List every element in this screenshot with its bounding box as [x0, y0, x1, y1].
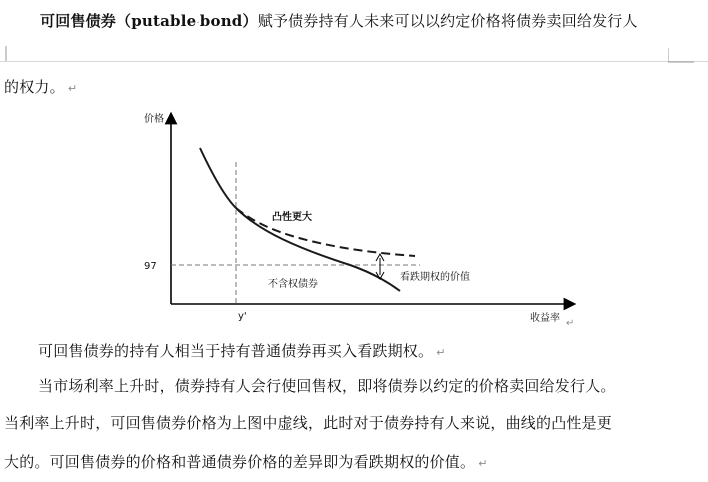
figure-return-mark: ↵: [566, 318, 575, 329]
paragraph-3-line-2: [4, 413, 612, 433]
x-axis-label: 收益率: [530, 313, 560, 324]
paragraph-2-text: 可回售债券的持有人相当于持有普通债券再买入看跌期权。: [38, 342, 434, 360]
label-straight-bond: 不含权债券: [268, 279, 318, 290]
paragraph-3-line-1-text: 当市场利率上升时，债券持有人会行使回售权，即将债券以约定的价格卖回给发行人。: [38, 377, 616, 395]
paragraph-1-line-2-text: 的权力。: [4, 78, 65, 96]
paragraph-3-line-3-text: 大的。可回售债券的价格和普通债券价格的差异即为看跌期权的价值。: [4, 453, 476, 471]
y-tick-97: 97: [144, 261, 157, 272]
label-put-value: 看跌期权的价值: [400, 272, 470, 283]
x-tick-y-prime: y': [238, 311, 247, 322]
term-putable-bond: 可回售债券: [40, 12, 117, 30]
paragraph-1-line-2: [4, 77, 77, 99]
term-english-2: bond: [199, 12, 243, 30]
paragraph-1-line-1-text: 赋予债券持有人未来可以以约定价格将债券卖回给发行人: [257, 12, 638, 30]
page-divider: [0, 61, 708, 62]
close-paren: ）: [242, 12, 258, 30]
paragraph-3-line-1: [38, 376, 616, 396]
term-english: putable: [131, 12, 197, 30]
margin-corner-right: [668, 46, 708, 68]
putable-bond-figure: [130, 104, 590, 330]
open-paren: （: [116, 12, 132, 30]
label-convexity: 凸性更大: [272, 212, 312, 223]
y-axis-label: 价格: [144, 114, 164, 125]
return-mark: ↵: [436, 346, 446, 359]
paragraph-2: [38, 341, 446, 363]
paragraph-3-line-2-text: 当利率上升时，可回售债券价格为上图中虚线，此时对于债券持有人来说，曲线的凸性是更: [4, 414, 613, 432]
return-mark: ↵: [478, 457, 488, 470]
paragraph-3-line-3: [4, 452, 488, 474]
return-mark: ↵: [67, 82, 78, 95]
paragraph-1-line-1: [40, 11, 638, 34]
putable-bond-curve: [236, 208, 415, 256]
space-dot: ·: [196, 18, 200, 29]
